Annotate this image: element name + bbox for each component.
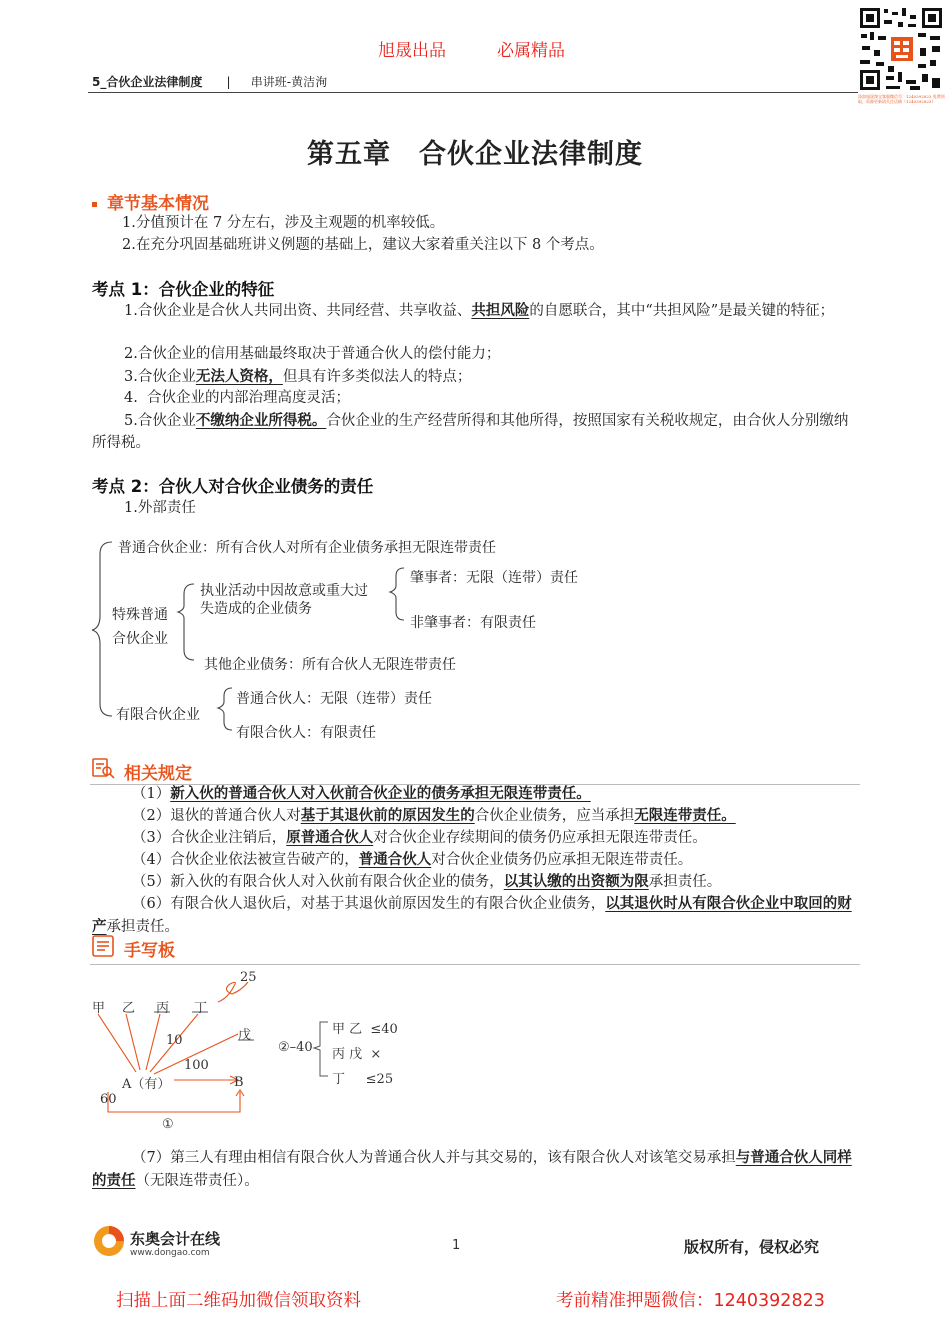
- footer-logo-text: 东奥会计在线: [130, 1230, 221, 1248]
- rule-6-text: （6）有限合伙人退伙后，对基于其退伙前原因发生的有限合伙企业债务，: [132, 896, 606, 912]
- kp1-p1-underline: 共担风险: [471, 302, 530, 319]
- rule-1: [132, 783, 591, 806]
- rule-6: [92, 893, 857, 938]
- header-course: 串讲班-黄洁洵: [250, 75, 328, 89]
- rule-4-text-b: 对合伙企业债务仍应承担无限连带责任。: [431, 852, 693, 868]
- diagram-non-culprit: 非肇事者：有限责任: [410, 615, 536, 631]
- kp1-p3-text-b: 但具有许多类似法人的特点；: [282, 369, 472, 385]
- kp1-p1-text: 1.合伙企业是合伙人共同出资、共同经营、共享收益、: [124, 303, 472, 319]
- kp1-paragraph-4: 4. 合伙企业的内部治理高度灵活；: [124, 390, 351, 406]
- rule-4: [132, 849, 692, 872]
- kp1-paragraph-5: [92, 410, 857, 454]
- kp1-paragraph-2: 2.合伙企业的信用基础最终取决于普通合伙人的偿付能力；: [124, 346, 501, 362]
- rule-3-underline: 原普通合伙人: [286, 829, 374, 846]
- diagram-lp-liability: 有限合伙人：有限责任: [236, 725, 376, 741]
- hw-A: A（有）: [122, 1077, 171, 1092]
- hw-10: 10: [166, 1033, 183, 1048]
- rule-6-underline: 以其退伙时从有限合伙企业中取回的财产: [92, 895, 852, 935]
- kp1-paragraph-3: [124, 366, 471, 389]
- rule-5-text: （5）新入伙的有限合伙人对入伙前有限合伙企业的债务，: [132, 874, 504, 890]
- hw-jia: 甲: [92, 1001, 106, 1016]
- related-rules-icon: [92, 757, 116, 779]
- header-chapter: 5_合伙企业法律制度: [92, 75, 203, 89]
- footer-left-promo: 扫描上面二维码加微信领取资料: [116, 1291, 361, 1311]
- hw-wu: 戊: [238, 1028, 252, 1043]
- diagram-special-2: 合伙企业: [112, 631, 168, 647]
- kp2-subheading: 1.外部责任: [124, 500, 196, 516]
- kp1-p3-underline: 无法人资格，: [195, 368, 283, 385]
- hw-row-1: 甲 乙 ≤40: [332, 1022, 398, 1037]
- rule-2-text: （2）退伙的普通合伙人对: [132, 808, 301, 824]
- header-divider: |: [226, 75, 231, 89]
- handwriting-heading: 手写板: [124, 941, 175, 961]
- rule-3: [132, 827, 707, 850]
- page-header: [92, 73, 327, 90]
- rule-4-text: （4）合伙企业依法被宣告破产的，: [132, 852, 359, 868]
- hw-25: 25: [240, 970, 257, 985]
- rule-5-text-b: 承担责任。: [648, 874, 722, 890]
- handwriting-board-icon: [92, 935, 114, 957]
- hw-row-2: 丙 戊 ×: [332, 1047, 382, 1062]
- header-divider-line: [88, 92, 858, 93]
- hw-bing: 丙: [156, 1001, 170, 1016]
- footer-logo-url: www.dongao.com: [130, 1248, 210, 1258]
- rule-2: [132, 805, 736, 828]
- rule-4-underline: 普通合伙人: [358, 851, 432, 868]
- rule-2-text-b: 合伙企业债务，应当承担: [474, 808, 635, 824]
- footer-copyright: 版权所有，侵权必究: [684, 1238, 820, 1256]
- kp2-heading: 考点 2：合伙人对合伙企业债务的责任: [92, 477, 374, 496]
- kp1-paragraph-1: [92, 300, 857, 323]
- footer-right-promo: 考前精准押题微信：1240392823: [556, 1291, 825, 1311]
- rule-5-underline: 以其认缴的出资额为限: [503, 873, 649, 890]
- hw-B: B: [234, 1075, 244, 1090]
- diagram-special-1: 特殊普通: [112, 607, 168, 623]
- banner-right: 必属精品: [497, 41, 565, 61]
- banner-left: 旭晟出品: [378, 41, 446, 61]
- kp1-p5-text-b: 合伙企业的生产经营所得和其他所得，按照国家有关税收规定，由合伙人分别缴纳所得税。: [92, 413, 849, 451]
- rule-3-text: （3）合伙企业注销后，: [132, 830, 287, 846]
- footer-page-number: 1: [452, 1238, 461, 1253]
- hw-circle-2: ②–40: [278, 1040, 313, 1055]
- bullet-square-icon: [92, 202, 97, 207]
- rule-5: [132, 871, 721, 894]
- diagram-limited-partnership: 有限合伙企业: [116, 707, 200, 723]
- rule-7-underline: 与普通合伙人同样的责任: [92, 1149, 852, 1189]
- rule-7-text: （7）第三人有理由相信有限合伙人为普通合伙人并与其交易的，该有限合伙人对该笔交易承担: [132, 1150, 736, 1166]
- kp1-p5-text: 5.合伙企业: [124, 413, 196, 429]
- section1-line-1: 1.分值预计在 7 分左右，涉及主观题的机率较低。: [122, 215, 445, 231]
- page-title: 第五章 合伙企业法律制度: [307, 139, 643, 170]
- diagram-other-debts: 其他企业债务：所有合伙人无限连带责任: [204, 657, 456, 673]
- rule-2-underline-b: 无限连带责任。: [634, 807, 736, 824]
- rule-2-underline: 基于其退伙前的原因发生的: [300, 807, 475, 824]
- section-heading-basic: [92, 189, 209, 214]
- section1-line-2: 2.在充分巩固基础班讲义例题的基础上，建议大家着重关注以下 8 个考点。: [122, 237, 604, 253]
- related-rules-heading: 相关规定: [124, 764, 192, 784]
- qr-code-icon: [858, 6, 944, 92]
- hw-yi: 乙: [122, 1001, 136, 1016]
- hw-60: 60: [100, 1092, 117, 1107]
- diagram-general-partnership: 普通合伙企业：所有合伙人对所有企业债务承担无限连带责任: [118, 540, 496, 556]
- rule-7-text-b: （无限连带责任）。: [135, 1172, 259, 1189]
- handwriting-divider: [90, 964, 860, 965]
- rule-3-text-b: 对合伙企业存续期间的债务仍应承担无限连带责任。: [373, 830, 707, 846]
- kp1-p1-text-b: 的自愿联合，其中“共担风险”是最关键的特征；: [529, 303, 835, 319]
- diagram-culprit: 肇事者：无限（连带）责任: [410, 570, 578, 586]
- kp1-p5-underline: 不缴纳企业所得税。: [195, 412, 327, 429]
- hw-circle-1: ①: [162, 1117, 174, 1132]
- qr-caption: 添加旭晟淘宝客服微信号：1240392823 免费领取，资源更新请关注店铺（1240392823）: [858, 94, 945, 104]
- rule-1-underline: 新入伙的普通合伙人对入伙前合伙企业的债务承担无限连带责任。: [170, 785, 591, 802]
- kp1-heading: 考点 1：合伙企业的特征: [92, 280, 275, 299]
- hw-row-3: 丁 ≤25: [332, 1072, 394, 1087]
- hw-ding: 丁: [194, 1001, 208, 1016]
- hw-100: 100: [184, 1058, 209, 1073]
- rule-6-text-b: 承担责任。: [106, 918, 179, 935]
- kp1-p3-text: 3.合伙企业: [124, 369, 196, 385]
- rule-1-num: （1）: [132, 786, 171, 802]
- section-heading-text: 章节基本情况: [107, 194, 209, 214]
- diagram-intent-2: 失造成的企业债务: [200, 601, 312, 617]
- rule-7: [92, 1147, 857, 1192]
- dongao-logo-icon: [92, 1224, 126, 1258]
- diagram-gp-liability: 普通合伙人：无限（连带）责任: [236, 691, 432, 707]
- diagram-intent-1: 执业活动中因故意或重大过: [200, 583, 368, 599]
